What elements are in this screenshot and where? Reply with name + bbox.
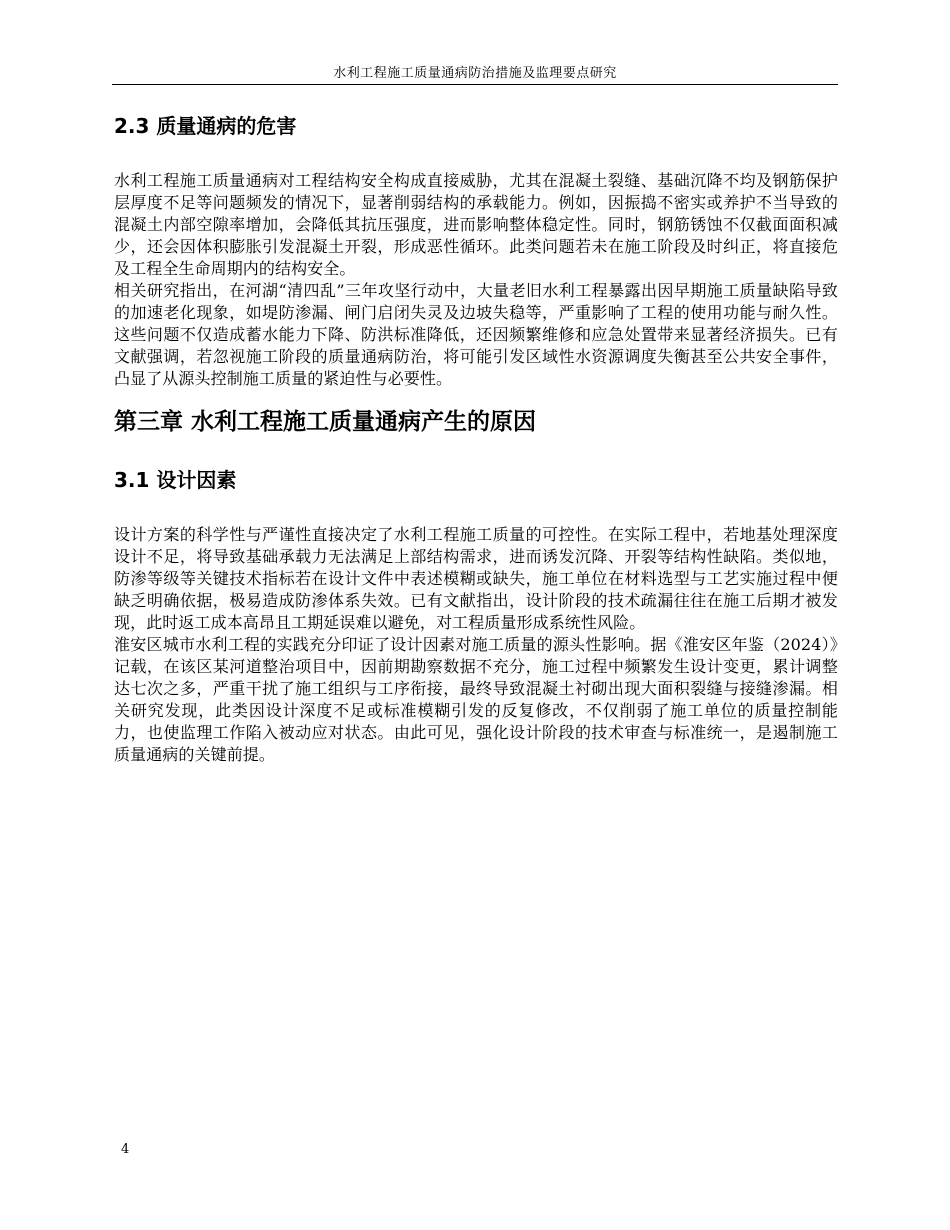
paragraph: 水利工程施工质量通病对工程结构安全构成直接威胁，尤其在混凝土裂缝、基础沉降不均及钢筋保护层厚度不足等问题频发的情况下，显著削弱结构的承载能力。例如，因振捣不密实或养护不当导致的混凝土内部空隙率增加，会降低其抗压强度，进而影响整体稳定性。同时，钢筋锈蚀不仅截面面积减少，还会因体积膨胀引发混凝土开裂，形成恶性循环。此类问题若未在施工阶段及时纠正，将直接危及工程全生命周期内的结构安全。: [114, 171, 838, 278]
paragraph: 相关研究指出，在河湖“清四乱”三年攻坚行动中，大量老旧水利工程暴露出因早期施工质量缺陷导致的加速老化现象，如堤防渗漏、闸门启闭失灵及边坡失稳等，严重影响了工程的使用功能与耐久性。这些问题不仅造成蓄水能力下降、防洪标准降低，还因频繁维修和应急处置带来显著经济损失。已有文献强调，若忽视施工阶段的质量通病防治，将可能引发区域性水资源调度失衡甚至公共安全事件，凸显了从源头控制施工质量的紧迫性与必要性。: [114, 281, 838, 388]
paragraph: 设计方案的科学性与严谨性直接决定了水利工程施工质量的可控性。在实际工程中，若地基处理深度设计不足，将导致基础承载力无法满足上部结构需求，进而诱发沉降、开裂等结构性缺陷。类似地，防渗等级等关键技术指标若在设计文件中表述模糊或缺失，施工单位在材料选型与工艺实施过程中便缺乏明确依据，极易造成防渗体系失效。已有文献指出，设计阶段的技术疏漏往往在施工后期才被发现，此时返工成本高昂且工期延误难以避免，对工程质量形成系统性风险。: [114, 525, 838, 632]
paragraph: 淮安区城市水利工程的实践充分印证了设计因素对施工质量的源头性影响。据《淮安区年鉴（2024）》记载，在该区某河道整治项目中，因前期勘察数据不充分，施工过程中频繁发生设计变更，累计调整达七次之多，严重干扰了施工组织与工序衔接，最终导致混凝土衬砌出现大面积裂缝与接缝渗漏。相关研究发现，此类因设计深度不足或标准模糊引发的反复修改，不仅削弱了施工单位的质量控制能力，也使监理工作陷入被动应对状态。由此可见，强化设计阶段的技术审查与标准统一，是遏制施工质量通病的关键前提。: [114, 635, 838, 764]
chapter-heading: 第三章 水利工程施工质量通病产生的原因: [114, 409, 537, 435]
page-number: 4: [121, 1142, 130, 1157]
page-content: [114, 106, 838, 766]
section-heading-3-1: 3.1 设计因素: [114, 468, 237, 492]
running-header: 水利工程施工质量通病防治措施及监理要点研究: [333, 66, 617, 81]
header-rule: [112, 84, 838, 85]
section-heading-2-3: 2.3 质量通病的危害: [114, 114, 297, 138]
